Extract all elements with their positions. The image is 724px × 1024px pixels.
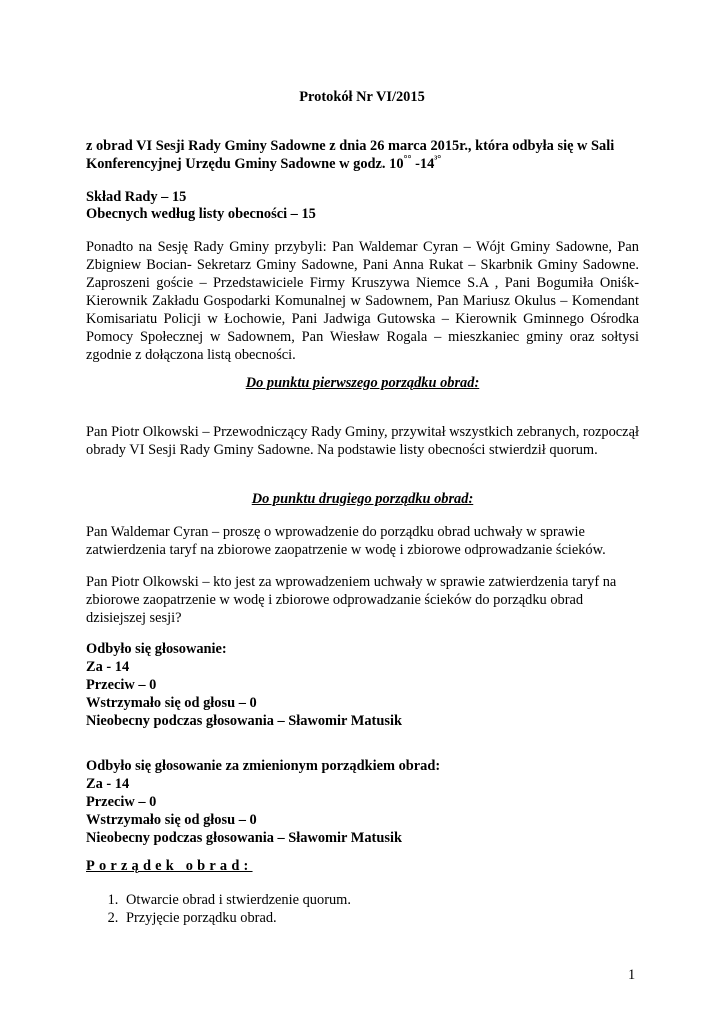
point1-heading: Do punktu pierwszego porządku obrad: — [245, 375, 480, 391]
agenda-item: 1. Otwarcie obrad i stwierdzenie quorum. — [122, 891, 639, 909]
vote2-za: Za - 14 — [86, 776, 130, 792]
session-intro-text: z obrad VI Sesji Rady Gminy Sadowne z dnia 26 marca 2015r., która odbyła się w Sali Konferencyjnej Urzędu Gminy Sadowne w godz. 10 — [86, 138, 615, 172]
vote2-nieobecny: Nieobecny podczas głosowania – Sławomir Matusik — [86, 830, 402, 846]
vote2-header: Odbyło się głosowanie za zmienionym porządkiem obrad: — [86, 758, 441, 774]
council-present: Obecnych według listy obecności – 15 — [86, 206, 316, 222]
point2-heading: Do punktu drugiego porządku obrad: — [251, 491, 474, 507]
vote2 — [86, 757, 639, 847]
vote1-header: Odbyło się głosowanie: — [86, 641, 227, 657]
start-minutes: °° — [403, 154, 412, 165]
vote1-przeciw: Przeciw – 0 — [86, 677, 157, 693]
point2-paragraph-2: Pan Piotr Olkowski – kto jest za wprowadzeniem uchwały w sprawie zatwierdzenia taryf na zbiorowe zaopatrzenie w wodę i zbiorowe odprowadzanie ścieków do porządku obrad dzisiejszej sesji? — [86, 574, 617, 626]
point1-text: Pan Piotr Olkowski – Przewodniczący Rady Gminy, przywitał wszystkich zebranych, rozpoczął obrady VI Sesji Rady Gminy Sadowne. Na podstawie listy obecności stwierdził quorum. — [86, 424, 639, 458]
attendees-paragraph: Ponadto na Sesję Rady Gminy przybyli: Pan Waldemar Cyran – Wójt Gminy Sadowne, Pan Zbigniew Bocian- Sekretarz Gminy Sadowne, Pani Anna Rukat – Skarbnik Gminy Sadowne. Zaproszeni goście – Przedstawiciele Firmy Kruszywa Niemce S.A , Pani Bogumiła Oniśk- Kierownik Zakładu Gospodarki Komunalnej w Sadownem, Pan Mariusz Okulus – Komendant Komisariatu Policji w Łochowie, Pani Jadwiga Gutowska – Kierownik Gminnego Ośrodka Pomocy Społecznej w Sadownem, Pan Wiesław Rogala – mieszkaniec gminy oraz sołtysi zgodnie z dołączona listą obecności. — [86, 239, 639, 363]
document-title: Protokół Nr VI/2015 — [299, 89, 425, 105]
end-minutes: ³° — [434, 154, 442, 165]
agenda-list-wrap — [86, 891, 639, 927]
agenda-list — [86, 891, 639, 927]
page-number: 1 — [628, 967, 636, 983]
vote1-za: Za - 14 — [86, 659, 130, 675]
point2-paragraph-1: Pan Waldemar Cyran – proszę o wprowadzenie do porządku obrad uchwały w sprawie zatwierdzenia taryf na zbiorowe zaopatrzenie w wodę i zbiorowe odprowadzanie ścieków. — [86, 524, 606, 558]
agenda-heading-wrap — [86, 857, 639, 875]
council-composition: Skład Rady – 15 — [86, 189, 187, 205]
vote2-przeciw: Przeciw – 0 — [86, 794, 157, 810]
time-separator: -14 — [411, 156, 435, 172]
vote1 — [86, 640, 639, 730]
vote1-wstrzymalo: Wstrzymało się od głosu – 0 — [86, 695, 257, 711]
session-intro — [86, 137, 639, 173]
vote2-wstrzymalo: Wstrzymało się od głosu – 0 — [86, 812, 257, 828]
agenda-item: 2. Przyjęcie porządku obrad. — [122, 909, 639, 927]
vote1-nieobecny: Nieobecny podczas głosowania – Sławomir Matusik — [86, 713, 402, 729]
agenda-heading: Porządek obrad: — [86, 858, 253, 874]
